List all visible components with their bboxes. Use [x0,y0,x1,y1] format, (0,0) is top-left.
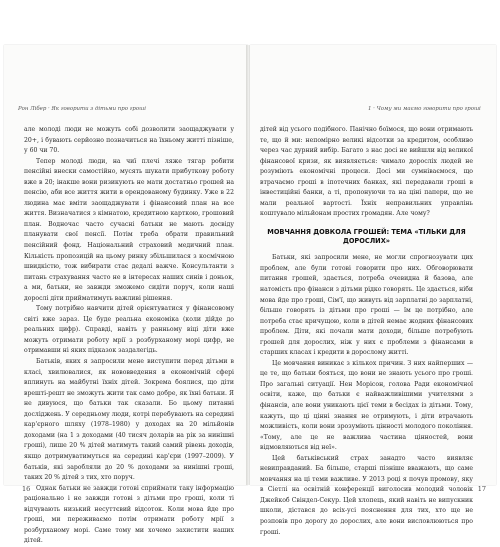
right-paragraph-1: дітей від усього подібного. Панічно боїмося, що вони отримають те, що й ми: непомірно великі відсотки за кредитом, особливо через час дурний вибір. Багато з нас досі не вийшли від великої фінансової кризи, як виявляється: чимало доросліх людей не розуміють економічні процеси. Досі ми сумніваємося, що втрачаємо гроші в іпотечних банках, які передавали гроші в інвестиційні банки, а ті, пропонуючи та на ціні папери, що не мали реальної вартості. Їхніх неправильних управлінь коштувало мільйонам простих громадян. Але чому? [260,126,473,218]
right-body-text [260,125,473,538]
left-page-number: 16 [22,485,31,493]
right-page [250,45,496,536]
left-paragraph-2: Тепер молоді люди, на чиї плечі ляже тягар робити пенсійні внески самостійно, мусять шукати прибуткову роботу вже в 20; інакше вони ризикують не мати достатньо грошей на пенсію, аби все життя жити в орендованому будинку. Уже в 22 людина має вміти заощаджувати і фінансовий план на все життя. Визначатися з кімнатою, кредитною карткою, грошовий план. Водночас часто сучасні батьки не мають досвіду планувати свої пенсії. Потім треба обрати правильний пенсійний фонд. Національний страховий медичний план. Кількість пропозицій на цьому ринку збільшилася з космічною швидкістю, тож вибирати стає дедалі важче. Консультанти з питань страхування часто не в інтересах наших синів і доньок, а ми, батьки, не завжди зможемо сидіти поруч, коли наші дорослі діти прийматимуть важливі рішення. [24,157,234,302]
left-paragraph-4: Батьків, яких я запросили мене виступити перед дітьми в класі, хвилювалися, як нововведення в економічній сфері вплинуть на майбутні їхніх дітей. Зокрема боялися, що діти врешті-решт не зможуть жити так само добре, як їхні батьки. Я не дивуюся, що батьки так сказали. Бо цьому питанні досліджень. У середньому люди, котрі перебувають на середині кар'єрного шляху (1978–1980) у доходах на 20 мільйонів доходами (на 1 з доходами (40 тисяч доларів на рік за нинішні гроші), лише 20 % дітей матимуть такий самий рівень доходів, якщо дотримуватимуться на середині кар'єри (1997–2009). У батьків, які заробляли до 20 % доходами за нинішні гроші, таких 20 % дітей з тих, хто поруч. [24,358,234,482]
right-paragraph-4: Цей батьківський страх занадто часто виявляє невиправданий. Ба більше, старші пізніше вважають, що саме мовчання на ці теми важливе. У 2013 році я почув промову, яку в Сіетлі на освітній конференції виголосив молодий чоловік Джейкоб Свіндел-Секур. Цей хлопець, який навіть не випускник школи, дістався до всіх-усі пояснення для тих, хто ще не розповів про дорогу до дорослих, але вони висловлюються про гроші. [260,454,473,536]
left-running-head: Рон Лібер · Як говорити з дітьми про гроші [18,106,146,112]
section-title: МОВЧАННЯ ДОВКОЛА ГРОШЕЙ: ТЕМА «ТІЛЬКИ ДЛЯ ДОРОСЛИХ» [267,227,466,246]
left-paragraph-3: Тому потрібно навчити дітей орієнтуватися у фінансовому світі вже зараз. Це буде реальна економіка (коли дійде до реальних цифр). Справді, навіть у ранньому віці діти вже можуть отримати роботу мрії з розбурханому морі цифр, не отримавши ні яких підказок заздалегідь. [24,305,234,355]
right-paragraph-3: Це мовчання виникає з кількох причин. З них найперших — це те, що батьки бояться, що вони не знають усього про гроші. Про загальнi ситуації. Нен Морісон, голова Ради економічної освіти, каже, що батьки є найважливішими учителями з фінансів, але вони уникають цієї теми в бесідах із дітьми. Тому, кажуть, що ці цінні знання не отримують, і діти втрачають можливість, коли вони зрозуміють цінності молодого покоління. «Тому, але це не важлива частина цінностей, вони відмовляються від неї». [260,359,473,452]
right-running-head: 1 · Чому ми маємо говорити про гроші [368,106,481,112]
left-paragraph-5: Однак батьки не завжди готові сприймати таку інформацію раціонально і не завжди готові з дітьми про гроші, коли ті відчувають низький несуттєвий відсоток. Коли мова йде про гроші, ми переживаємо потім отримати роботу мрії з розбурханому морі. Саме тому ми хочемо захистити наших дітей. [24,484,234,545]
right-paragraph-2: Батьки, які запросили мене, не могли спрогнозувати цих проблем, але були готові говорити про них. Обговорювати питання грошей, здається, потреба очевидна й базова, але натомість про фінанси з дітьми рідко говорять. Це здається, ніби мова йде про гроші, Сім'ї, що живуть від зарплатні до зарплатні, більше говорять із дітьми про гроші — їм це потрібно, але потреба стає кричущою, коли в дітей немає жодних фінансових проблем. Діти, які почали мати доходи, більше потребують грошей для дорослих, ніж у них є проблеми з фінансами в старших класах і кредити в дорослому житті. [260,254,473,357]
left-body-text [24,125,234,547]
left-paragraph-1: але молоді люди не можуть собі дозволити заощаджувати у 20+, і бувають серйозно позначиться на їхньому житті пізніше, у 60 чи 70. [24,126,234,155]
right-page-number: 17 [477,485,486,493]
left-page [4,45,248,545]
